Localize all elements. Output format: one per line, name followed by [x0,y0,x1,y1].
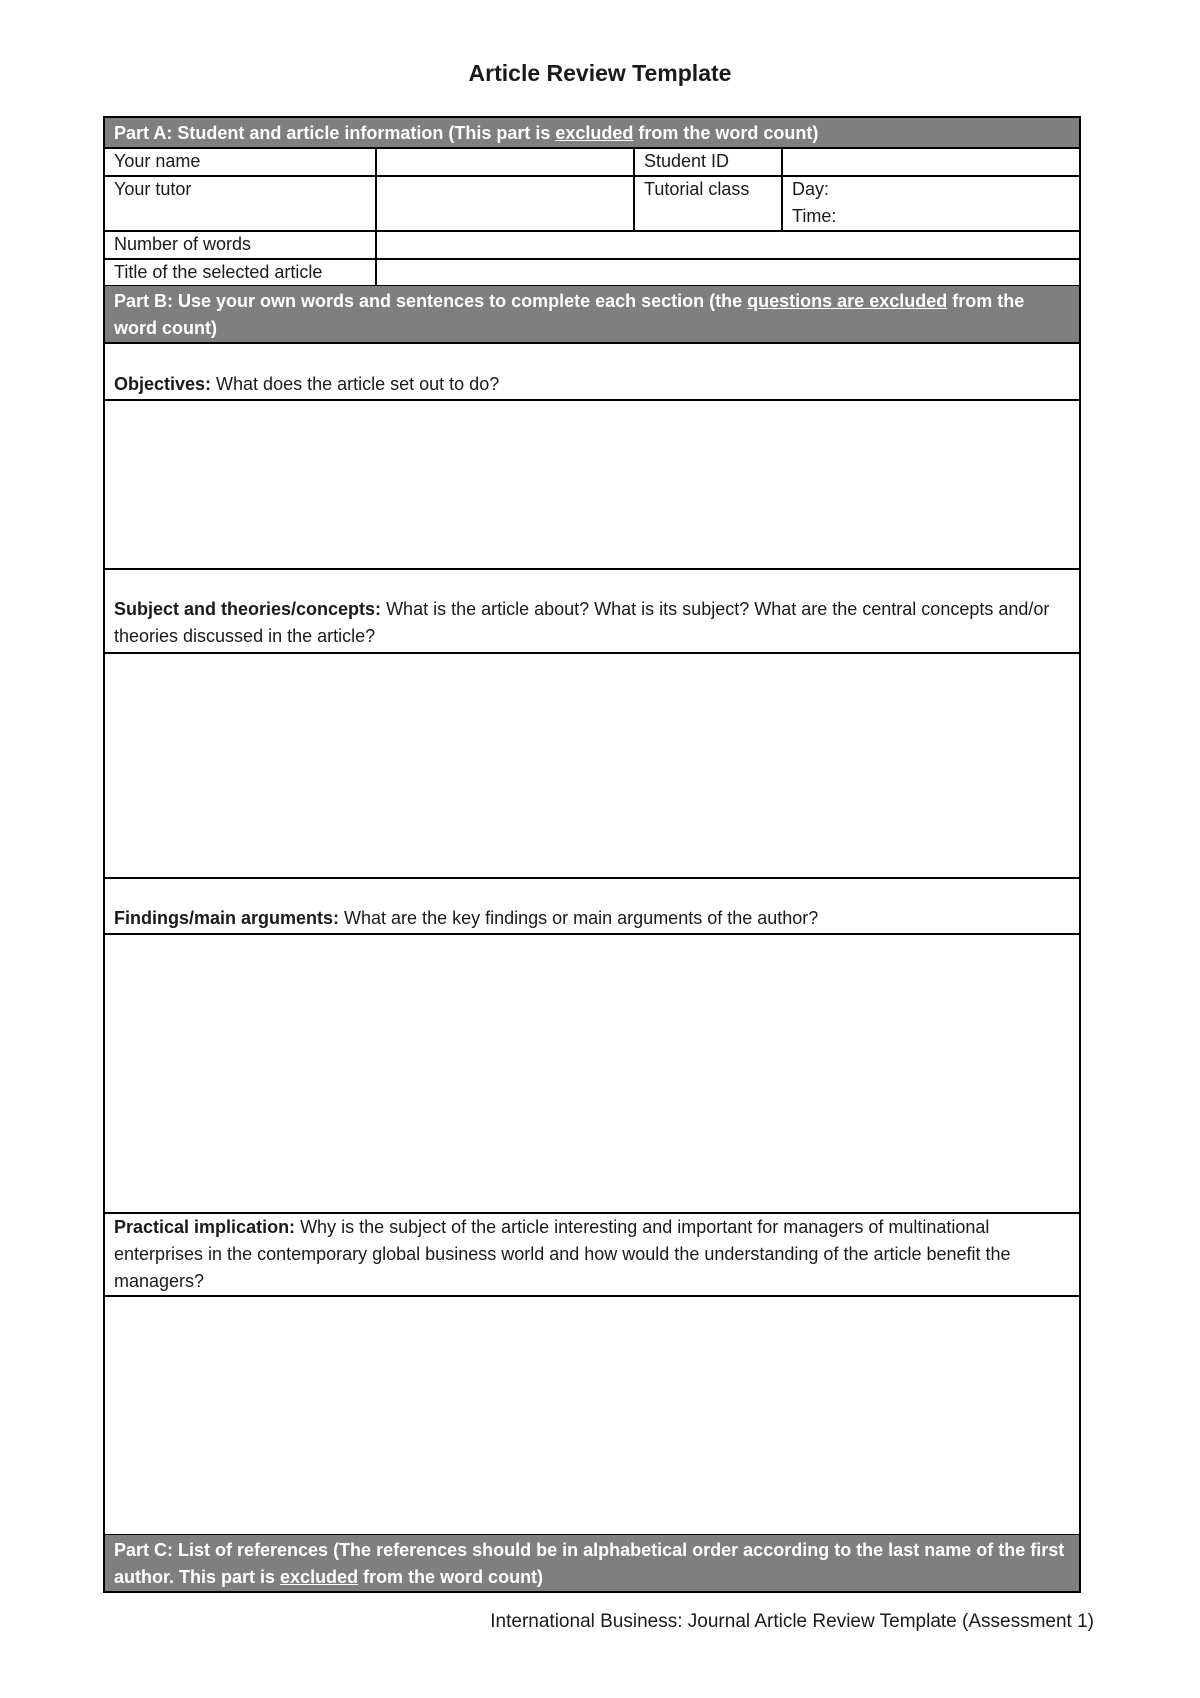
part-c-header [105,1535,1079,1591]
part-a-header-text: Part A: Student and article information (This part is [114,123,556,143]
number-of-words-field[interactable] [377,231,1077,257]
findings-answer[interactable] [105,935,1079,1211]
your-tutor-field[interactable] [377,176,633,228]
your-name-field[interactable] [377,148,633,174]
page-title: Article Review Template [468,60,732,86]
objectives-label: Objectives: [114,374,212,394]
your-tutor-label: Your tutor [114,179,192,199]
your-name-label: Your name [114,151,201,171]
practical-text: Why is the subject of the article interesting and important for managers of multinational enterprises in the contemporary global business world and how would the understanding of the article benefit the managers? [114,1217,1011,1291]
practical-answer[interactable] [105,1297,1079,1533]
article-title-field[interactable] [377,259,1077,285]
objectives-text: What does the article set out to do? [211,374,500,394]
day-label: Day: [792,179,830,199]
student-id-field[interactable] [783,148,1078,174]
objectives-question [105,371,1079,398]
subject-question [105,596,1079,650]
findings-text: What are the key findings or main arguments of the author? [339,908,819,928]
part-b-header-text: Part B: Use your own words and sentences to complete each section (the [114,291,748,311]
part-b-header-tail: from the word count) [114,291,1025,338]
subject-answer[interactable] [105,654,1079,876]
part-b-header [105,286,1079,342]
part-a-header-emphasis: excluded [555,123,634,143]
time-label: Time: [792,206,837,226]
practical-label: Practical implication: [114,1217,296,1237]
subject-text: What is the article about? What is its subject? What are the central concepts and/or theories discussed in the article? [114,599,1050,646]
tutorial-day-time-field[interactable] [783,176,1078,230]
tutorial-class-label: Tutorial class [644,179,750,199]
part-b-header-emphasis: questions are excluded [747,291,948,311]
part-c-header-tail: from the word count) [358,1567,544,1587]
number-of-words-label: Number of words [114,234,252,254]
findings-question [105,905,1079,932]
student-id-label: Student ID [644,151,730,171]
part-c-header-text: Part C: List of references (The references should be in alphabetical order according to the last name of the first author. This part is [114,1540,1065,1587]
page-footer: International Business: Journal Article Review Template (Assessment 1) [490,1611,1094,1632]
practical-question [105,1214,1079,1295]
article-title-label: Title of the selected article [114,262,323,282]
part-a-header-tail: from the word count) [633,123,819,143]
subject-label: Subject and theories/concepts: [114,599,382,619]
objectives-answer[interactable] [105,401,1079,567]
review-form [103,116,1081,1593]
part-a-header [105,118,1079,148]
part-c-header-emphasis: excluded [280,1567,359,1587]
findings-label: Findings/main arguments: [114,908,340,928]
